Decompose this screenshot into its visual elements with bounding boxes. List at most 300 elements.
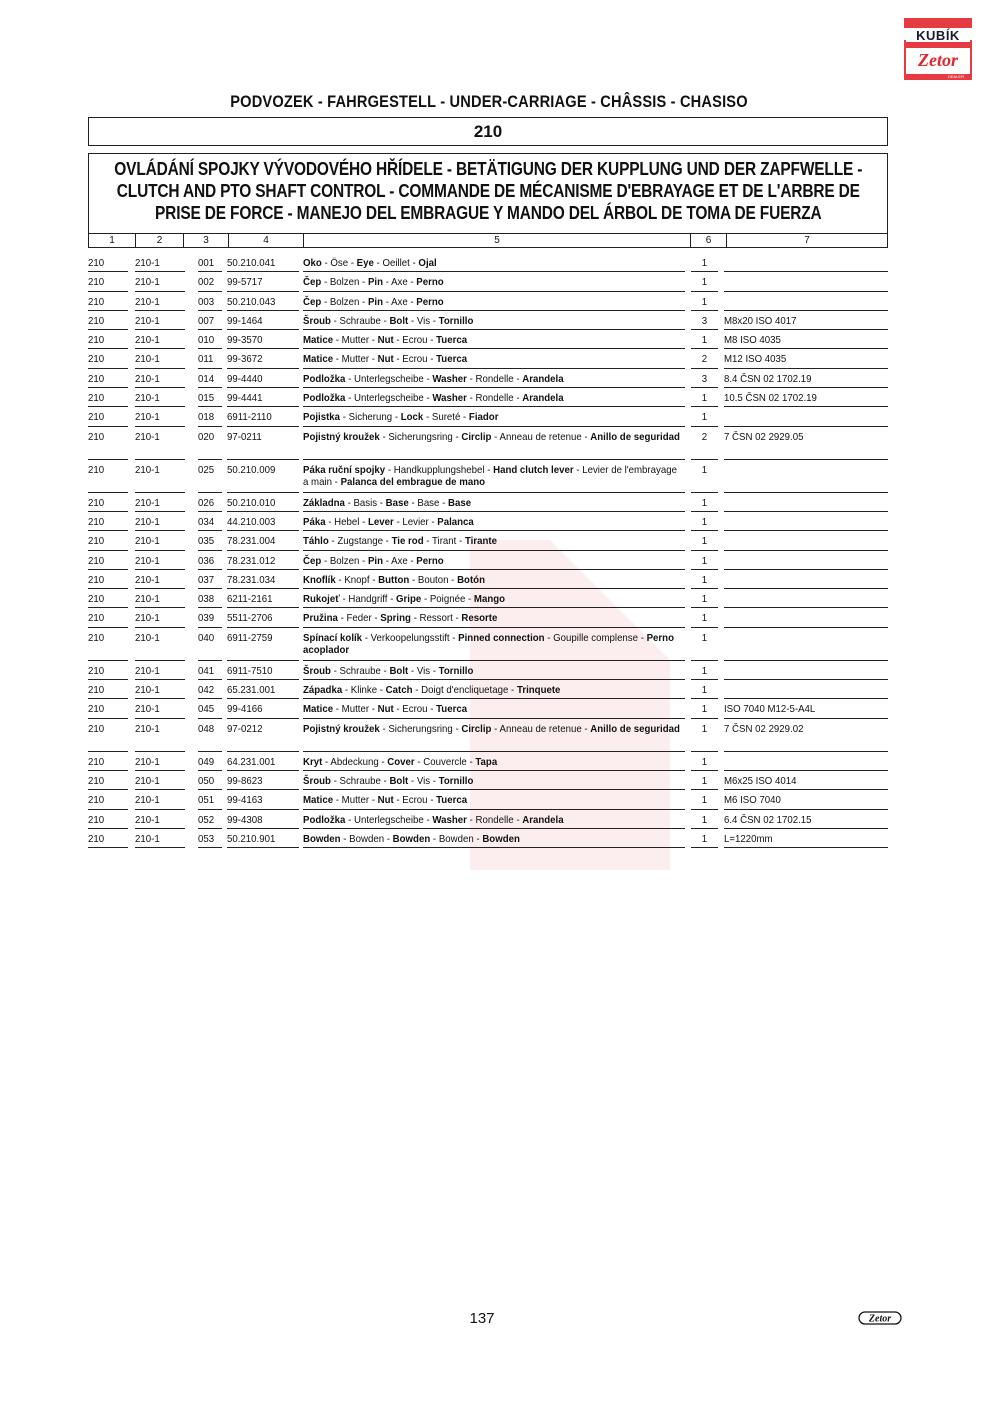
cell-position <box>198 411 222 426</box>
cell-note <box>724 632 888 661</box>
part-name-segment: Washer <box>432 372 467 385</box>
cell-position-text: 010 <box>198 334 215 347</box>
cell-group <box>88 296 128 311</box>
part-name-segment: Gripe <box>396 593 422 606</box>
table-row <box>88 513 888 532</box>
cell-part-name-text <box>303 516 683 528</box>
part-name-segment: - Oeillet - <box>373 257 419 269</box>
part-name-segment: Pojistka <box>303 411 341 424</box>
cell-group-text: 210 <box>88 554 105 567</box>
cell-part-number <box>227 684 299 699</box>
part-name-segment: Nut <box>377 794 394 807</box>
cell-group-text: 210 <box>88 295 105 308</box>
cell-group-text: 210 <box>88 372 105 385</box>
cell-quantity-text: 1 <box>701 722 708 735</box>
cell-part-name <box>303 612 685 627</box>
cell-group-text: 210 <box>88 430 105 443</box>
cell-position <box>198 353 222 368</box>
cell-group-text: 210 <box>88 392 105 405</box>
part-name-segment: Palanca del embrague de mano <box>340 475 486 488</box>
part-name-segment: - Anneau de retenue - <box>491 722 591 735</box>
cell-note-text: M6 ISO 7040 <box>724 794 781 807</box>
cell-part-name-text <box>303 756 683 768</box>
part-name-segment: Podložka <box>303 372 346 385</box>
cell-part-name <box>303 315 685 330</box>
cell-part-number <box>227 257 299 272</box>
part-name-segment: Knoflík <box>303 573 336 586</box>
part-name-segment: Tornillo <box>438 664 474 677</box>
cell-quantity <box>691 315 718 330</box>
part-name-segment: Mango <box>473 593 506 606</box>
cell-subgroup <box>135 756 185 771</box>
cell-subgroup <box>135 814 185 829</box>
part-name-segment: Hand clutch lever <box>493 463 574 476</box>
part-name-segment: - Ecrou - <box>393 703 437 716</box>
cell-group <box>88 276 128 291</box>
part-name-segment: - Bowden - <box>430 832 483 845</box>
cell-subgroup <box>135 775 185 790</box>
column-header-4: 4 <box>229 234 304 247</box>
cell-position-text: 037 <box>198 573 215 586</box>
part-name-segment: Cover <box>387 755 415 768</box>
logo-tag-text: DEALER <box>947 74 965 79</box>
cell-group-text: 210 <box>88 515 105 528</box>
cell-part-name-text <box>303 723 683 735</box>
cell-part-number-text: 99-4441 <box>227 392 263 405</box>
cell-quantity <box>691 632 718 661</box>
cell-quantity <box>691 464 718 493</box>
cell-part-name-text <box>303 373 683 385</box>
group-description-line-3: PRISE DE FORCE - MANEJO DEL EMBRAGUE Y MANDO DEL ÁRBOL DE TOMA DE FUERZA <box>154 203 822 223</box>
cell-position-text: 026 <box>198 496 215 509</box>
cell-group <box>88 794 128 809</box>
cell-part-name <box>303 703 685 718</box>
table-row <box>88 609 888 628</box>
column-headers <box>88 233 888 248</box>
cell-part-name <box>303 276 685 291</box>
cell-position-text: 052 <box>198 813 215 826</box>
part-name-segment: Pin <box>367 295 384 308</box>
cell-group-text: 210 <box>88 463 105 476</box>
cell-group <box>88 334 128 349</box>
cell-part-number <box>227 431 299 460</box>
part-name-segment: Spínací kolík <box>303 631 363 644</box>
cell-quantity <box>691 334 718 349</box>
cell-part-name <box>303 535 685 550</box>
part-name-segment: Base <box>447 496 472 509</box>
table-row <box>88 629 888 662</box>
part-name-segment: Arandela <box>522 813 564 826</box>
cell-note <box>724 516 888 531</box>
cell-part-number-text: 44.210.003 <box>227 515 276 528</box>
cell-subgroup <box>135 353 185 368</box>
cell-position-text: 020 <box>198 430 215 443</box>
part-name-segment: Spring <box>380 612 411 625</box>
cell-part-name <box>303 257 685 272</box>
column-header-3: 3 <box>184 234 229 247</box>
cell-quantity-text: 1 <box>701 664 708 677</box>
part-name-segment: - Sureté - <box>423 411 469 424</box>
part-name-segment: - Verkoopelungsstift - <box>362 631 459 644</box>
cell-position-text: 003 <box>198 295 215 308</box>
cell-part-number-text: 97-0211 <box>227 430 262 443</box>
part-name-segment: - Axe - <box>383 554 417 567</box>
part-name-segment: Podložka <box>303 392 346 405</box>
cell-part-name <box>303 296 685 311</box>
cell-part-number <box>227 464 299 493</box>
table-row <box>88 494 888 513</box>
part-name-segment: - Hebel - <box>325 515 368 528</box>
part-name-segment: Trinquete <box>516 684 561 697</box>
cell-subgroup <box>135 497 185 512</box>
cell-group-text: 210 <box>88 411 105 424</box>
part-name-segment: Tornillo <box>438 314 474 327</box>
part-name-segment: Bowden <box>482 832 520 845</box>
part-name-segment: Nut <box>377 703 394 716</box>
cell-position-text: 011 <box>198 353 214 366</box>
cell-group <box>88 684 128 699</box>
part-name-segment: Čep <box>303 276 322 289</box>
cell-note <box>724 373 888 388</box>
cell-quantity-text: 1 <box>701 334 708 347</box>
cell-subgroup-text: 210-1 <box>135 515 160 528</box>
cell-subgroup <box>135 593 185 608</box>
cell-group <box>88 392 128 407</box>
cell-position <box>198 516 222 531</box>
cell-group <box>88 555 128 570</box>
cell-group-text: 210 <box>88 314 105 327</box>
cell-part-number-text: 6911-2759 <box>227 631 273 644</box>
kubik-zetor-logo <box>904 18 972 80</box>
part-name-segment: Základna <box>303 496 345 509</box>
cell-subgroup-text: 210-1 <box>135 573 160 586</box>
cell-part-number-text: 99-1464 <box>227 314 263 327</box>
cell-position <box>198 665 222 680</box>
cell-part-number <box>227 756 299 771</box>
cell-position <box>198 464 222 493</box>
part-name-segment: - Unterlegscheibe - <box>345 813 433 826</box>
cell-group-text: 210 <box>88 276 105 289</box>
cell-part-name-text <box>303 794 683 806</box>
part-name-segment: Bolt <box>389 774 409 787</box>
cell-subgroup <box>135 723 185 752</box>
cell-position-text: 042 <box>198 684 215 697</box>
cell-part-name-text <box>303 353 683 365</box>
part-name-segment: - Schraube - <box>330 314 390 327</box>
table-row <box>88 461 888 494</box>
cell-group-text: 210 <box>88 257 105 269</box>
cell-part-name <box>303 684 685 699</box>
cell-part-name <box>303 497 685 512</box>
footer-logo-text: Zetor <box>868 1313 892 1325</box>
part-name-segment: Washer <box>432 813 467 826</box>
cell-note <box>724 464 888 493</box>
cell-position-text: 015 <box>198 392 215 405</box>
cell-part-number <box>227 723 299 752</box>
cell-quantity <box>691 535 718 550</box>
cell-position <box>198 431 222 460</box>
cell-part-number <box>227 632 299 661</box>
cell-note <box>724 593 888 608</box>
cell-group-text: 210 <box>88 593 105 606</box>
part-name-segment: Button <box>378 573 410 586</box>
cell-subgroup-text: 210-1 <box>135 353 160 366</box>
part-name-segment: Lever <box>367 515 394 528</box>
cell-group <box>88 411 128 426</box>
cell-group <box>88 723 128 752</box>
cell-position-text: 049 <box>198 755 215 768</box>
part-name-segment: - Bowden - <box>340 832 393 845</box>
cell-note <box>724 756 888 771</box>
cell-note-text: 10.5 ČSN 02 1702.19 <box>724 392 817 405</box>
cell-part-number-text: 99-4163 <box>227 794 263 807</box>
cell-quantity-text: 1 <box>701 703 708 716</box>
cell-position <box>198 756 222 771</box>
part-name-segment: Páka <box>303 515 326 528</box>
cell-position <box>198 555 222 570</box>
cell-quantity <box>691 684 718 699</box>
cell-position-text: 039 <box>198 612 215 625</box>
cell-part-name-text <box>303 632 683 656</box>
part-name-segment: Perno <box>416 554 444 567</box>
part-name-segment: Arandela <box>522 392 564 405</box>
part-name-segment: Pružina <box>303 612 338 625</box>
part-name-segment: Pin <box>367 276 384 289</box>
part-name-segment: Šroub <box>303 774 331 787</box>
part-name-segment: Nut <box>377 334 394 347</box>
cell-quantity-text: 1 <box>701 832 708 845</box>
cell-group <box>88 593 128 608</box>
part-name-segment: Šroub <box>303 314 331 327</box>
part-name-segment: - Doigt d'encliquetage - <box>412 684 517 697</box>
cell-subgroup <box>135 411 185 426</box>
part-name-segment: - Bouton - <box>409 573 458 586</box>
cell-subgroup-text: 210-1 <box>135 392 160 405</box>
cell-position-text: 034 <box>198 515 215 528</box>
part-name-segment: - Ecrou - <box>393 794 437 807</box>
cell-group <box>88 257 128 272</box>
cell-subgroup <box>135 257 185 272</box>
cell-subgroup-text: 210-1 <box>135 813 160 826</box>
part-name-segment: - Klinke - <box>342 684 386 697</box>
cell-quantity-text: 1 <box>701 463 708 476</box>
table-row <box>88 350 888 369</box>
cell-quantity-text: 3 <box>701 314 708 327</box>
cell-subgroup <box>135 431 185 460</box>
table-row <box>88 700 888 719</box>
cell-position-text: 041 <box>198 664 215 677</box>
part-name-segment: - Basis - <box>344 496 386 509</box>
cell-part-name-text <box>303 431 683 443</box>
cell-quantity-text: 1 <box>701 554 708 567</box>
table-row <box>88 331 888 350</box>
column-header-5: 5 <box>304 234 691 247</box>
part-name-segment: Circlip <box>461 722 492 735</box>
cell-group <box>88 574 128 589</box>
cell-part-name <box>303 593 685 608</box>
cell-group-text: 210 <box>88 496 105 509</box>
cell-quantity <box>691 723 718 752</box>
part-name-segment: - Mutter - <box>333 334 378 347</box>
cell-note <box>724 574 888 589</box>
cell-part-number <box>227 555 299 570</box>
part-name-segment: Circlip <box>461 430 492 443</box>
cell-subgroup-text: 210-1 <box>135 774 160 787</box>
part-name-segment: Čep <box>303 295 322 308</box>
part-name-segment: - Unterlegscheibe - <box>345 372 433 385</box>
page-number: 137 <box>469 1310 495 1327</box>
cell-position <box>198 593 222 608</box>
part-name-segment: Pinned connection <box>458 631 545 644</box>
cell-part-number <box>227 276 299 291</box>
cell-quantity-text: 1 <box>701 276 708 289</box>
cell-part-number-text: 6911-7510 <box>227 664 273 677</box>
cell-group-text: 210 <box>88 832 105 845</box>
cell-part-number <box>227 497 299 512</box>
cell-part-number <box>227 574 299 589</box>
cell-note <box>724 276 888 291</box>
part-name-segment: - Ecrou - <box>393 334 437 347</box>
cell-subgroup-text: 210-1 <box>135 314 160 327</box>
part-name-segment: - Tirant - <box>423 535 465 548</box>
cell-note-text: ISO 7040 M12-5-A4L <box>724 703 816 716</box>
part-name-segment: - Ressort - <box>410 612 462 625</box>
cell-subgroup <box>135 373 185 388</box>
cell-part-name <box>303 334 685 349</box>
cell-note-text: L=1220mm <box>724 832 773 845</box>
cell-group-text: 210 <box>88 535 105 548</box>
cell-quantity <box>691 665 718 680</box>
part-name-segment: - Rondelle - <box>466 392 523 405</box>
cell-subgroup <box>135 665 185 680</box>
cell-part-name <box>303 392 685 407</box>
part-name-segment: - Schraube - <box>330 664 390 677</box>
table-row <box>88 772 888 791</box>
cell-subgroup-text: 210-1 <box>135 430 160 443</box>
cell-part-name <box>303 723 685 752</box>
cell-part-name <box>303 833 685 848</box>
cell-position <box>198 794 222 809</box>
part-name-segment: Matice <box>303 353 334 366</box>
table-row <box>88 532 888 551</box>
logo-sub-text: Zetor <box>918 50 958 70</box>
cell-quantity-text: 1 <box>701 612 708 625</box>
cell-position <box>198 723 222 752</box>
cell-part-number-text: 50.210.041 <box>227 257 276 269</box>
cell-quantity-text: 3 <box>701 372 708 385</box>
cell-note-text: 7 ČSN 02 2929.02 <box>724 722 804 735</box>
table-row <box>88 293 888 312</box>
cell-group-text: 210 <box>88 353 105 366</box>
table-row <box>88 571 888 590</box>
cell-group-text: 210 <box>88 684 105 697</box>
cell-quantity <box>691 392 718 407</box>
part-name-segment: Oko <box>303 257 322 269</box>
cell-part-name <box>303 574 685 589</box>
cell-position <box>198 703 222 718</box>
cell-quantity <box>691 612 718 627</box>
part-name-segment: - Vis - <box>408 314 439 327</box>
part-name-segment: Nut <box>377 353 394 366</box>
cell-part-name-text <box>303 555 683 567</box>
cell-group-text: 210 <box>88 612 105 625</box>
part-name-segment: - Knopf - <box>335 573 379 586</box>
part-name-segment: Bolt <box>389 664 409 677</box>
cell-note-text: 8.4 ČSN 02 1702.19 <box>724 372 812 385</box>
cell-part-name-text <box>303 703 683 715</box>
cell-part-number-text: 78.231.004 <box>227 535 276 548</box>
cell-part-number-text: 50.210.901 <box>227 832 276 845</box>
cell-subgroup-text: 210-1 <box>135 496 160 509</box>
table-row <box>88 753 888 772</box>
cell-subgroup <box>135 464 185 493</box>
cell-part-name <box>303 373 685 388</box>
cell-subgroup-text: 210-1 <box>135 463 160 476</box>
cell-position <box>198 535 222 550</box>
cell-part-number <box>227 775 299 790</box>
cell-subgroup <box>135 794 185 809</box>
cell-note <box>724 431 888 460</box>
part-name-segment: Podložka <box>303 813 346 826</box>
cell-part-name <box>303 353 685 368</box>
part-name-segment: - Levier - <box>393 515 438 528</box>
cell-part-name-text <box>303 574 683 586</box>
table-row <box>88 830 888 849</box>
group-description-line-2: CLUTCH AND PTO SHAFT CONTROL - COMMANDE DE MÉCANISME D'EBRAYAGE ET DE L'ARBRE DE <box>116 181 860 201</box>
cell-position <box>198 257 222 272</box>
cell-part-number-text: 99-3570 <box>227 334 263 347</box>
cell-position <box>198 276 222 291</box>
cell-quantity-text: 1 <box>701 535 708 548</box>
cell-part-number-text: 99-3672 <box>227 353 263 366</box>
cell-part-name-text <box>303 612 683 624</box>
part-name-segment: Tuerca <box>436 703 468 716</box>
cell-part-name-text <box>303 276 683 288</box>
cell-part-number-text: 78.231.012 <box>227 554 276 567</box>
table-row <box>88 791 888 810</box>
part-name-segment: Pin <box>367 554 384 567</box>
part-name-segment: - Goupille complense - <box>544 631 647 644</box>
cell-part-number <box>227 794 299 809</box>
cell-part-name <box>303 632 685 661</box>
cell-position-text: 035 <box>198 535 215 548</box>
part-name-segment: Tie rod <box>391 535 424 548</box>
part-name-segment: - Vis - <box>408 664 439 677</box>
part-name-segment: - Vis - <box>408 774 439 787</box>
table-row <box>88 273 888 292</box>
part-name-segment: Bolt <box>389 314 409 327</box>
cell-part-number-text: 6911-2110 <box>227 411 272 424</box>
cell-quantity <box>691 574 718 589</box>
cell-subgroup-text: 210-1 <box>135 612 160 625</box>
group-description <box>88 153 888 233</box>
part-name-segment: - Rondelle - <box>466 813 523 826</box>
cell-note <box>724 411 888 426</box>
cell-note <box>724 535 888 550</box>
cell-quantity-text: 2 <box>701 353 708 366</box>
cell-quantity <box>691 497 718 512</box>
cell-position-text: 045 <box>198 703 215 716</box>
column-header-1: 1 <box>89 234 136 247</box>
cell-note <box>724 257 888 272</box>
cell-position <box>198 684 222 699</box>
part-name-segment: - Ecrou - <box>393 353 437 366</box>
cell-note-text: M12 ISO 4035 <box>724 353 787 366</box>
part-name-segment: Anillo de seguridad <box>590 722 680 735</box>
cell-group <box>88 612 128 627</box>
cell-group <box>88 353 128 368</box>
cell-subgroup-text: 210-1 <box>135 703 160 716</box>
